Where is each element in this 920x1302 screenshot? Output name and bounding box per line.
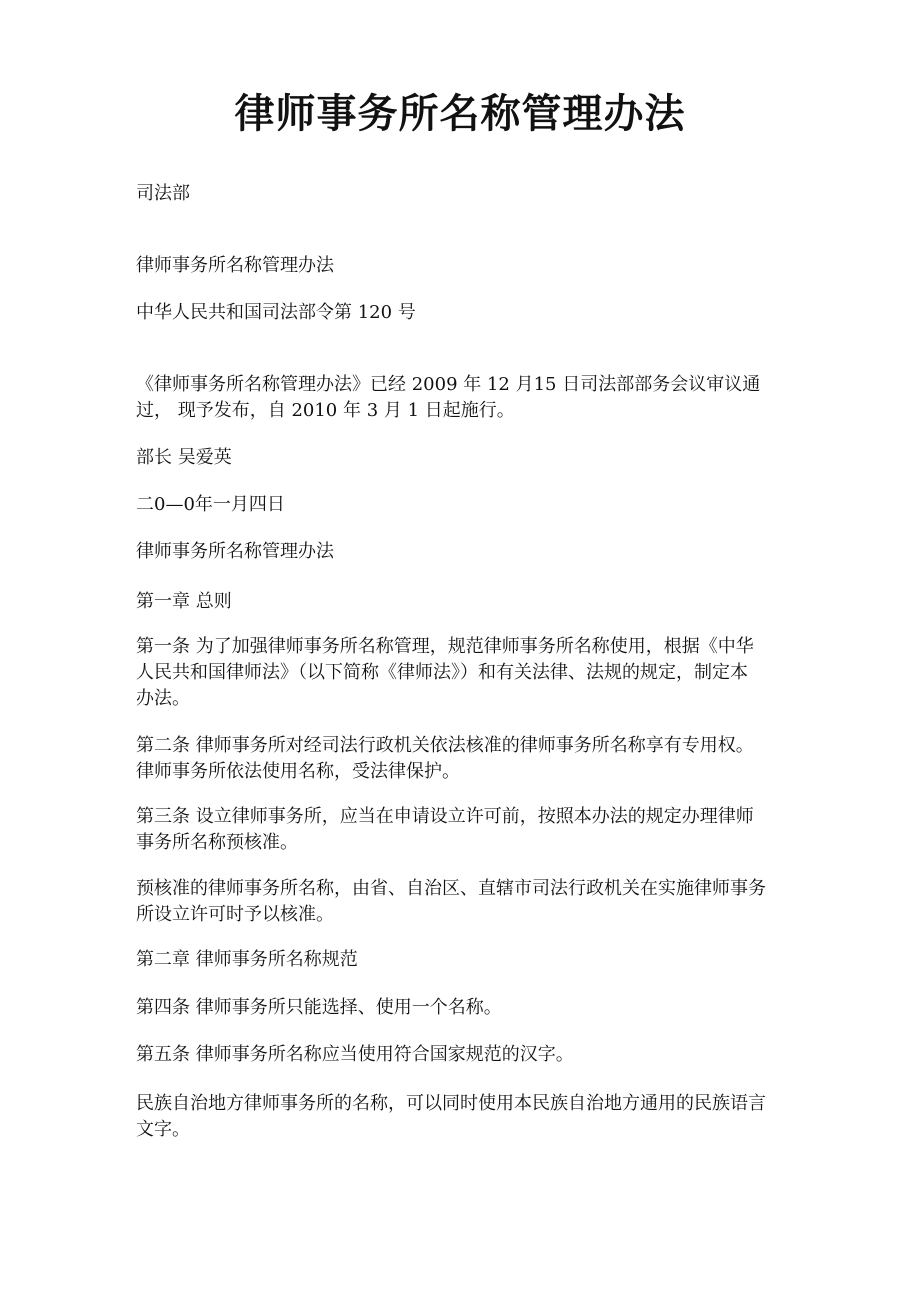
article-2-line-1: 第二条 律师事务所对经司法行政机关依法核准的律师事务所名称享有专用权。 [136, 735, 754, 756]
issue-date: 二0—0年一月四日 [136, 494, 285, 515]
article-1-line-3: 办法。 [136, 688, 190, 709]
article-3-line-2: 事务所名称预核准。 [136, 832, 298, 853]
order-number: 中华人民共和国司法部令第 120 号 [136, 302, 416, 323]
minister-signature: 部长 吴爱英 [136, 447, 232, 468]
promulgation-line-2: 过， 现予发布，自 2010 年 3 月 1 日起施行。 [136, 400, 515, 421]
chapter-2-heading: 第二章 律师事务所名称规范 [136, 949, 358, 970]
article-1-line-2: 人民共和国律师法》（以下简称《律师法》）和有关法律、法规的规定，制定本 [136, 662, 748, 683]
article-2-line-2: 律师事务所依法使用名称，受法律保护。 [136, 761, 460, 782]
article-5: 第五条 律师事务所名称应当使用符合国家规范的汉字。 [136, 1044, 574, 1065]
article-1-line-1: 第一条 为了加强律师事务所名称管理，规范律师事务所名称使用，根据《中华 [136, 636, 754, 657]
article-5b-line-2: 文字。 [136, 1119, 190, 1140]
article-4: 第四条 律师事务所只能选择、使用一个名称。 [136, 997, 502, 1018]
document-title: 律师事务所名称管理办法 [234, 90, 686, 137]
issuer: 司法部 [136, 183, 190, 204]
chapter-1-heading: 第一章 总则 [136, 591, 232, 612]
article-5b-line-1: 民族自治地方律师事务所的名称，可以同时使用本民族自治地方通用的民族语言 [136, 1093, 766, 1114]
article-3-line-1: 第三条 设立律师事务所，应当在申请设立许可前，按照本办法的规定办理律师 [136, 806, 754, 827]
promulgation-line-1: 《律师事务所名称管理办法》已经 2009 年 12 月15 日司法部部务会议审议通 [136, 374, 761, 395]
doc-name-repeat: 律师事务所名称管理办法 [136, 541, 334, 562]
article-3b-line-1: 预核准的律师事务所名称，由省、自治区、直辖市司法行政机关在实施律师事务 [136, 878, 766, 899]
doc-name: 律师事务所名称管理办法 [136, 255, 334, 276]
article-3b-line-2: 所设立许可时予以核准。 [136, 904, 334, 925]
